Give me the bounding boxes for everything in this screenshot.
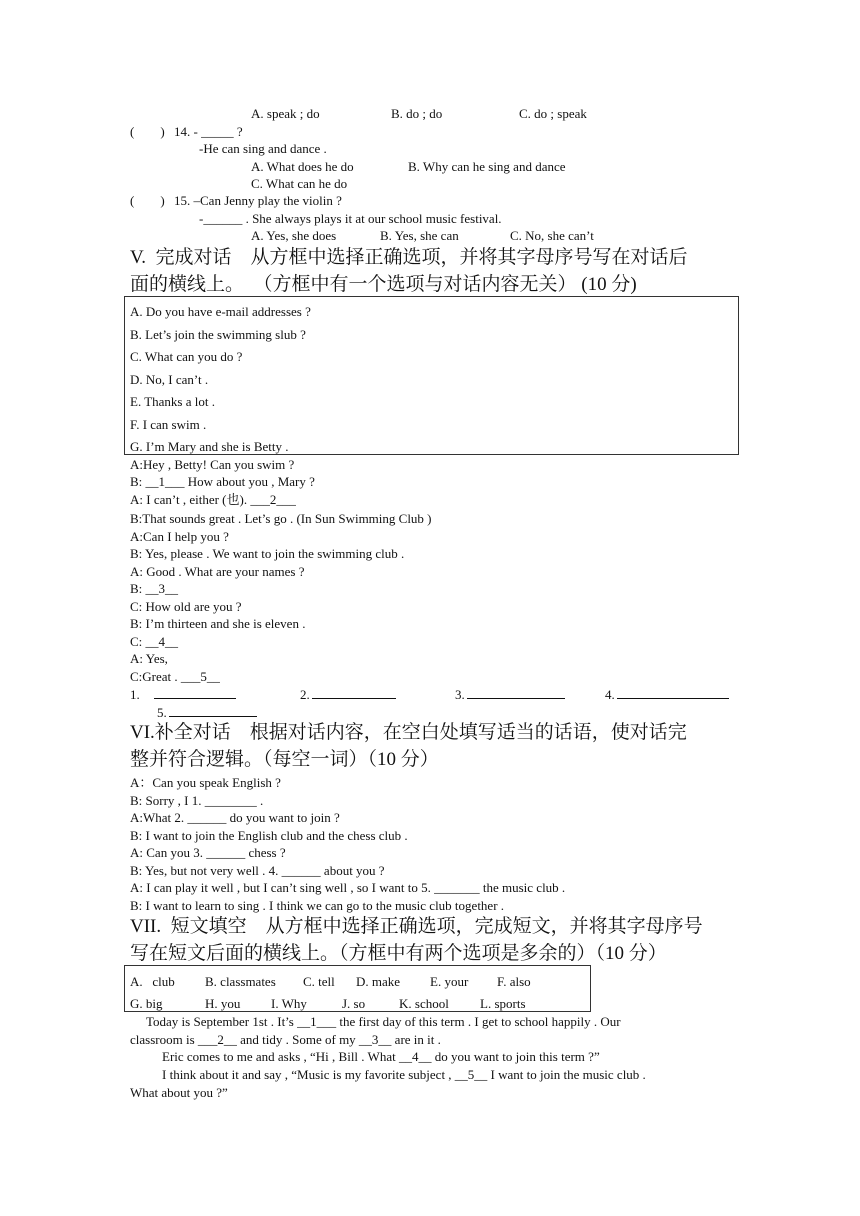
section5-option-b: B. Let’s join the swimming slub ? [130, 327, 306, 342]
q15-option-c: C. No, she can’t [510, 228, 594, 243]
q15-option-b: B. Yes, she can [380, 228, 459, 243]
section6-dialogue-line: A:What 2. ______ do you want to join ? [130, 810, 340, 825]
section7-option: F. also [497, 974, 531, 989]
section5-answer-1: 1. [130, 686, 236, 703]
section5-dialogue-line: C: How old are you ? [130, 599, 242, 614]
q14-answer-line: -He can sing and dance . [199, 141, 327, 156]
section7-option: I. Why [271, 996, 307, 1011]
section5-dialogue-line: B: Yes, please . We want to join the swimming club . [130, 546, 405, 561]
section7-option: D. make [356, 974, 401, 989]
section5-dialogue-line: A: Good . What are your names ? [130, 564, 305, 579]
q15-paren: ( ) [130, 193, 165, 208]
section7-passage-line: I think about it and say , “Music is my favorite subject , __5__ I want to join the music club . [162, 1067, 646, 1082]
section5-dialogue-line: A: Yes, [130, 651, 168, 666]
section5-dialogue-line: C:Great . ___5__ [130, 669, 220, 684]
section7-heading-line1: VII. 短文填空 从方框中选择正确选项，完成短文，并将其字母序号 [130, 916, 703, 937]
section6-dialogue-line: B: Sorry , I 1. ________ . [130, 793, 264, 808]
section7-option: A. club [130, 974, 175, 989]
q14-option-c: C. What can he do [251, 176, 348, 191]
section5-dialogue-line: A:Hey , Betty! Can you swim ? [130, 457, 295, 472]
section7-option: J. so [342, 996, 366, 1011]
section5-dialogue-line: B: __3__ [130, 581, 179, 596]
section5-dialogue-line: B: I’m thirteen and she is eleven . [130, 616, 306, 631]
section7-heading-line2: 写在短文后面的横线上。（方框中有两个选项是多余的）（10 分） [130, 943, 667, 964]
q15-stem: 15. –Can Jenny play the violin ? [174, 193, 342, 208]
section7-passage-line: What about you ?” [130, 1085, 228, 1100]
section5-option-e: E. Thanks a lot . [130, 394, 215, 409]
section6-dialogue-line: B: I want to join the English club and the chess club . [130, 828, 408, 843]
q14-option-b: B. Why can he sing and dance [408, 159, 566, 174]
section7-option: G. big [130, 996, 163, 1011]
section6-heading-line2: 整并符合逻辑。（每空一词）（10 分） [130, 749, 439, 770]
section7-option: K. school [399, 996, 449, 1011]
q13-option-a: A. speak ; do [251, 106, 320, 121]
section6-dialogue-line: B: Yes, but not very well . 4. ______ about you ? [130, 863, 385, 878]
q15-answer-line: -______ . She always plays it at our school music festival. [199, 211, 502, 226]
section5-heading-line1: V. 完成对话 从方框中选择正确选项，并将其字母序号写在对话后 [130, 247, 688, 268]
section7-option: H. you [205, 996, 241, 1011]
q15-option-a: A. Yes, she does [251, 228, 337, 243]
section7-passage-line: classroom is ___2__ and tidy . Some of my __3__ are in it . [130, 1032, 441, 1047]
section7-option: C. tell [303, 974, 335, 989]
section5-heading-line2: 面的横线上。 （方框中有一个选项与对话内容无关） (10 分) [130, 274, 637, 295]
section7-option: E. your [430, 974, 469, 989]
section5-answer-3: 3. [455, 686, 565, 703]
section5-option-d: D. No, I can’t . [130, 372, 209, 387]
section6-dialogue-line: A：Can you speak English ? [130, 775, 281, 790]
section5-answer-2: 2. [300, 686, 396, 703]
section5-option-f: F. I can swim . [130, 417, 207, 432]
q13-option-b: B. do ; do [391, 106, 443, 121]
section5-dialogue-line: B:That sounds great . Let’s go . (In Sun Swimming Club ) [130, 511, 432, 526]
section5-dialogue-line: C: __4__ [130, 634, 179, 649]
section6-dialogue-line: A: I can play it well , but I can’t sing well , so I want to 5. _______ the music club . [130, 880, 566, 895]
section7-option: B. classmates [205, 974, 276, 989]
section5-dialogue-line: A: I can’t , either (也). ___2___ [130, 492, 296, 507]
q14-option-a: A. What does he do [251, 159, 354, 174]
section6-dialogue-line: A: Can you 3. ______ chess ? [130, 845, 286, 860]
section5-option-a: A. Do you have e-mail addresses ? [130, 304, 311, 319]
section5-option-g: G. I’m Mary and she is Betty . [130, 439, 289, 454]
section7-option: L. sports [480, 996, 526, 1011]
q13-option-c: C. do ; speak [519, 106, 587, 121]
section7-passage-line: Eric comes to me and asks , “Hi , Bill . What __4__ do you want to join this term ?” [162, 1049, 600, 1064]
section6-dialogue-line: B: I want to learn to sing . I think we can go to the music club together . [130, 898, 505, 913]
section6-heading-line1: VI.补全对话 根据对话内容，在空白处填写适当的话语，使对话完 [130, 722, 687, 743]
q14-paren: ( ) [130, 124, 165, 139]
section5-option-c: C. What can you do ? [130, 349, 243, 364]
section5-answer-5: 5. [157, 704, 257, 721]
section5-dialogue-line: A:Can I help you ? [130, 529, 229, 544]
section5-answer-4: 4. [605, 686, 729, 703]
q14-stem: 14. - _____ ? [174, 124, 243, 139]
section5-dialogue-line: B: __1___ How about you , Mary ? [130, 474, 315, 489]
section7-passage-line: Today is September 1st . It’s __1___ the first day of this term . I get to school happily . Our [146, 1014, 621, 1029]
